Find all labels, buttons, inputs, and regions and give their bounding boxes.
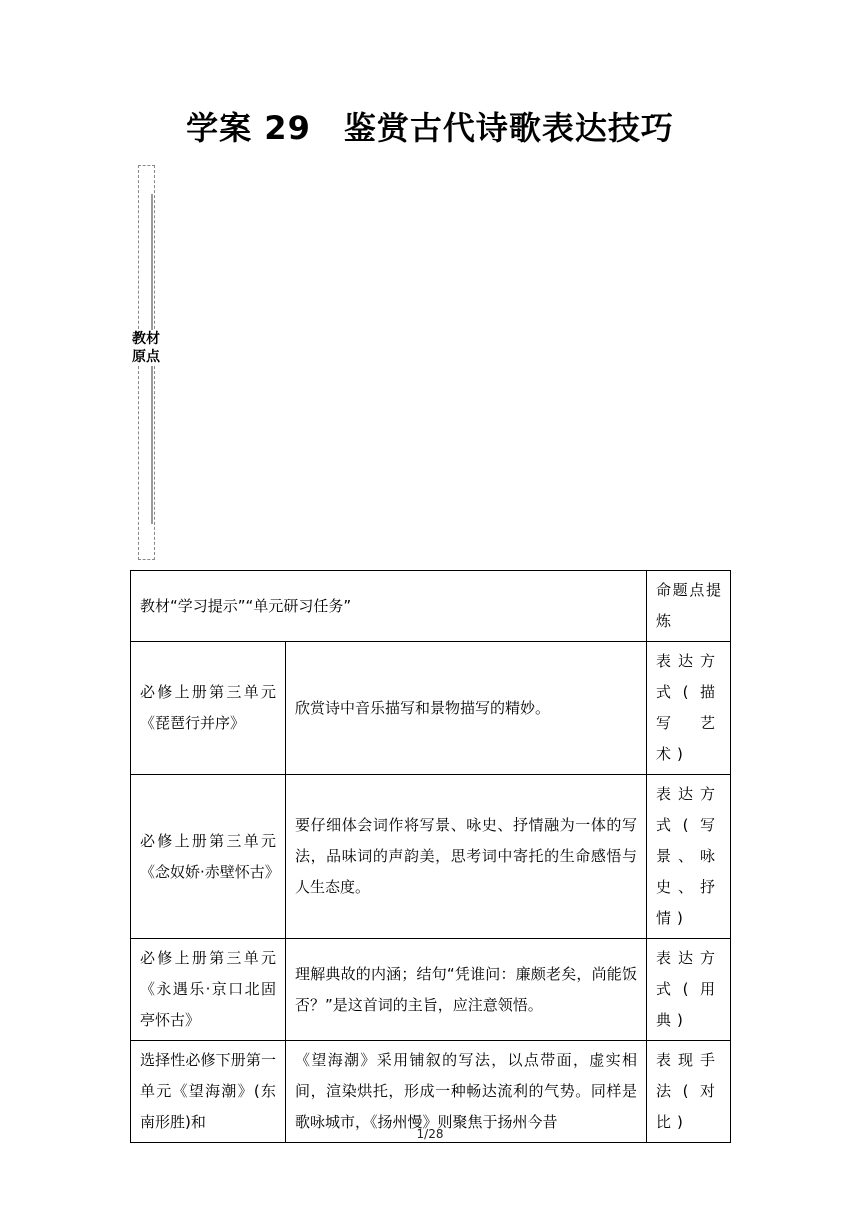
- table-header-row: [131, 571, 731, 642]
- side-tab-label: 教材原点: [132, 331, 160, 365]
- page-title: 学案 29 鉴赏古代诗歌表达技巧: [186, 109, 674, 147]
- row-source: 必修上册第三单元《永遇乐·京口北固亭怀古》: [131, 939, 286, 1041]
- table-row: [131, 642, 731, 775]
- content-table: [130, 570, 731, 1143]
- header-point: 命题点提炼: [647, 571, 731, 642]
- row-content: 要仔细体会词作将写景、咏史、抒情融为一体的写法，品味词的声韵美，思考词中寄托的生命感悟与人生态度。: [286, 775, 647, 939]
- row-point: 表达方式(描写艺术): [656, 652, 721, 763]
- side-tab: [132, 165, 160, 560]
- row-content: 《望海潮》采用铺叙的写法，以点带面，虚实相间，渲染烘托，形成一种畅达流利的气势。同样是歌咏城市，《扬州慢》则聚焦于扬州今昔: [286, 1041, 647, 1143]
- table-row: [131, 939, 731, 1041]
- page-number: 1/28: [416, 1127, 444, 1141]
- row-source: 必修上册第三单元《念奴娇·赤壁怀古》: [131, 775, 286, 939]
- row-point: 表达方式(写景、咏史、抒情): [656, 785, 721, 927]
- row-source: 必修上册第三单元《琵琶行并序》: [131, 642, 286, 775]
- row-content: 欣赏诗中音乐描写和景物描写的精妙。: [286, 642, 647, 775]
- header-main: 教材“学习提示”“单元研习任务”: [131, 571, 647, 642]
- row-content: 理解典故的内涵；结句“凭谁问：廉颇老矣，尚能饭否？”是这首词的主旨，应注意领悟。: [286, 939, 647, 1041]
- row-point: 表现手法(对比): [656, 1051, 721, 1131]
- table-row: [131, 775, 731, 939]
- row-source: 选择性必修下册第一单元《望海潮》(东南形胜)和: [131, 1041, 286, 1143]
- row-point: 表达方式(用典): [656, 949, 721, 1029]
